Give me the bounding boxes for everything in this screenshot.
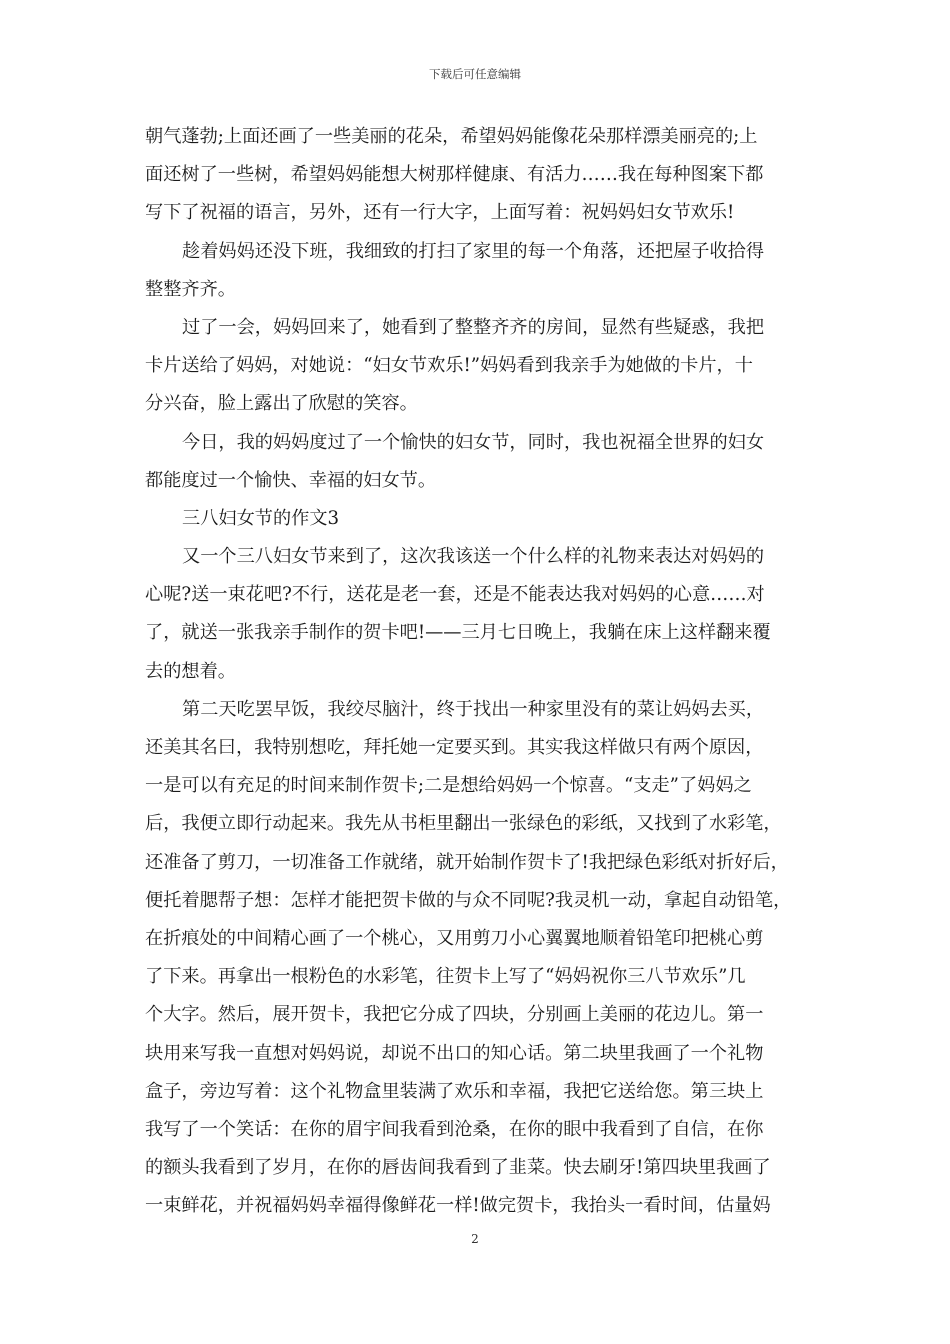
- text-line: 过了一会，妈妈回来了，她看到了整整齐齐的房间，显然有些疑惑，我把: [182, 316, 765, 338]
- text-line: 都能度过一个愉快、幸福的妇女节。: [145, 469, 437, 491]
- text-line: 趁着妈妈还没下班，我细致的打扫了家里的每一个角落，还把屋子收拾得: [182, 240, 765, 262]
- text-line: 今日，我的妈妈度过了一个愉快的妇女节，同时，我也祝福全世界的妇女: [182, 431, 765, 453]
- text-line: 的额头我看到了岁月，在你的唇齿间我看到了韭菜。快去刷牙!第四块里我画了: [145, 1157, 771, 1179]
- text-line: 卡片送给了妈妈，对她说：“妇女节欢乐!”妈妈看到我亲手为她做的卡片，十: [145, 355, 753, 377]
- text-line: 后，我便立即行动起来。我先从书柜里翻出一张绿色的彩纸，又找到了水彩笔，: [145, 813, 782, 835]
- text-line: 分兴奋，脸上露出了欣慰的笑容。: [145, 393, 418, 415]
- text-line: 一是可以有充足的时间来制作贺卡;二是想给妈妈一个惊喜。“支走”了妈妈之: [145, 775, 752, 797]
- text-line: 还美其名曰，我特别想吃，拜托她一定要买到。其实我这样做只有两个原因，: [145, 737, 764, 758]
- text-line: 块用来写我一直想对妈妈说，却说不出口的知心话。第二块里我画了一个礼物: [145, 1042, 764, 1064]
- text-line: 在折痕处的中间精心画了一个桃心，又用剪刀小心翼翼地顺着铅笔印把桃心剪: [145, 927, 764, 949]
- text-line: 盒子，旁边写着：这个礼物盒里装满了欢乐和幸福，我把它送给您。第三块上: [145, 1080, 764, 1102]
- text-line: 三八妇女节的作文3: [182, 507, 340, 529]
- text-line: 面还树了一些树，希望妈妈能想大树那样健康、有活力……我在每种图案下都: [145, 164, 764, 186]
- text-line: 便托着腮帮子想：怎样才能把贺卡做的与众不同呢?我灵机一动，拿起自动铅笔，: [145, 889, 792, 911]
- document-body: [145, 118, 805, 1225]
- text-line: 个大字。然后，展开贺卡，我把它分成了四块，分别画上美丽的花边儿。第一: [145, 1004, 764, 1026]
- text-line: 还准备了剪刀，一切准备工作就绪，就开始制作贺卡了!我把绿色彩纸对折好后，: [145, 851, 789, 873]
- text-line: 了，就送一张我亲手制作的贺卡吧!——三月七日晚上，我躺在床上这样翻来覆: [145, 622, 771, 644]
- text-line: 整整齐齐。: [145, 278, 236, 300]
- text-line: 去的想着。: [145, 660, 236, 682]
- page-number: 2: [471, 1232, 479, 1246]
- text-line: 第二天吃罢早饭，我绞尽脑汁，终于找出一种家里没有的菜让妈妈去买，: [182, 698, 765, 720]
- page-header: 下载后可任意编辑: [429, 67, 521, 81]
- text-line: 一束鲜花，并祝福妈妈幸福得像鲜花一样!做完贺卡，我抬头一看时间，估量妈: [145, 1195, 771, 1217]
- text-line: 心呢?送一束花吧?不行，送花是老一套，还是不能表达我对妈妈的心意……对: [145, 584, 765, 606]
- text-line: 我写了一个笑话：在你的眉宇间我看到沧桑，在你的眼中我看到了自信，在你: [145, 1118, 764, 1140]
- text-line: 又一个三八妇女节来到了，这次我该送一个什么样的礼物来表达对妈妈的: [182, 546, 765, 568]
- text-line: 了下来。再拿出一根粉色的水彩笔，往贺卡上写了“妈妈祝你三八节欢乐”几: [145, 966, 746, 988]
- text-line: 写下了祝福的语言，另外，还有一行大字，上面写着：祝妈妈妇女节欢乐!: [145, 202, 735, 224]
- text-line: 朝气蓬勃;上面还画了一些美丽的花朵，希望妈妈能像花朵那样漂美丽亮的;上: [145, 126, 758, 147]
